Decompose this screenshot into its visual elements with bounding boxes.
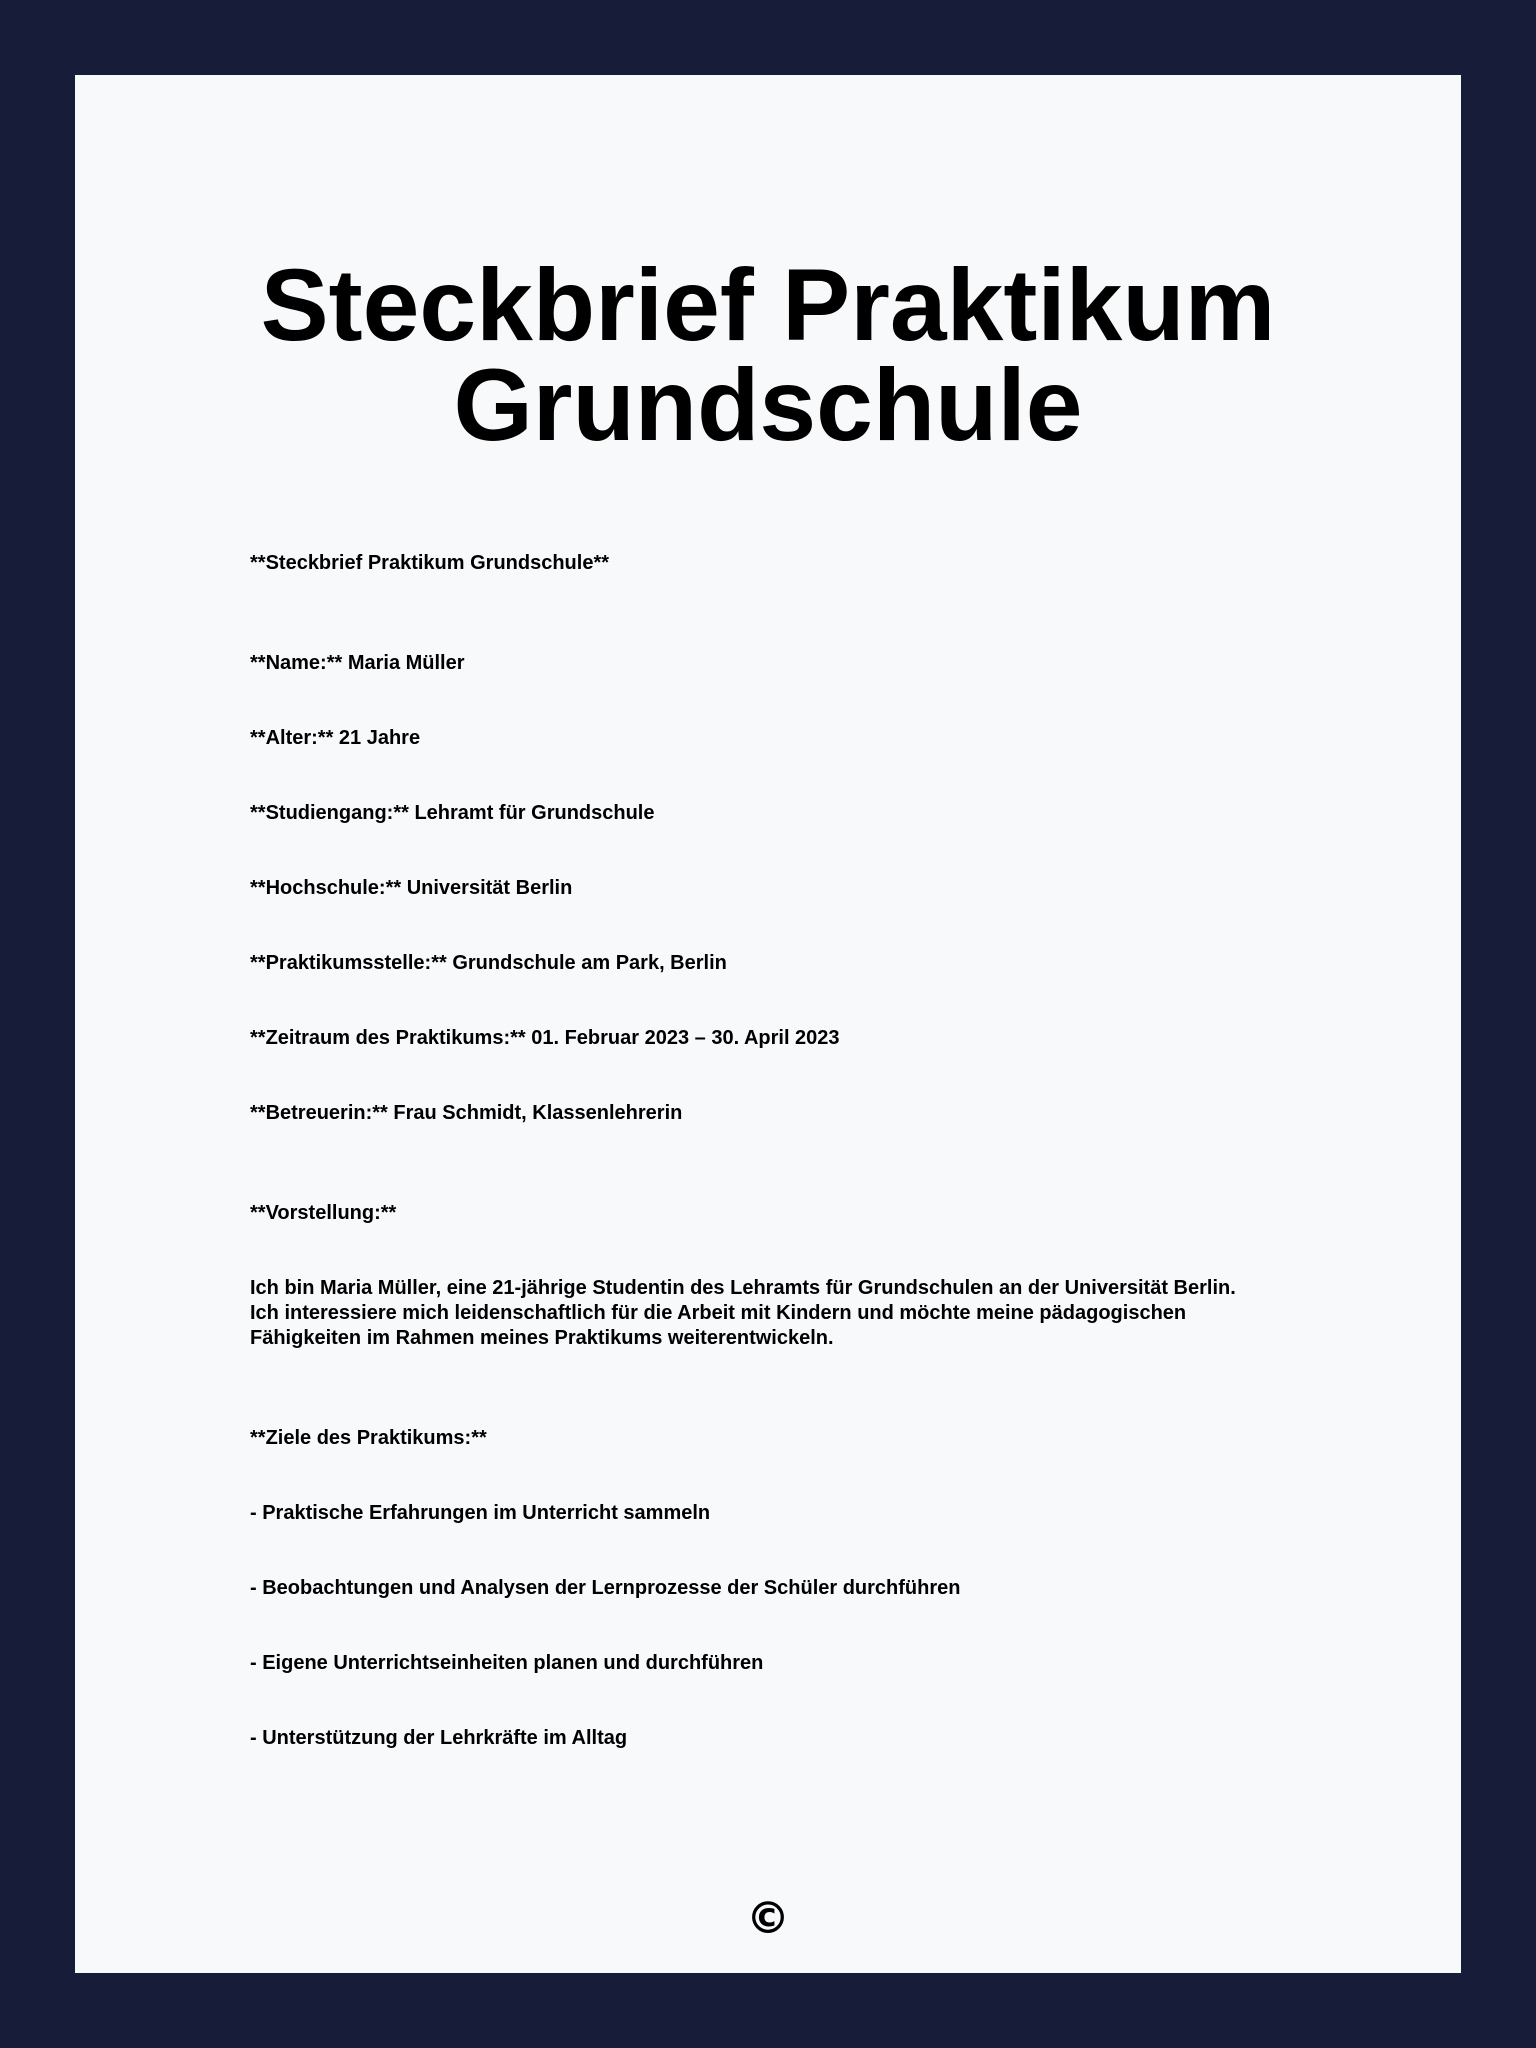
intro-paragraph bbox=[250, 1276, 1300, 1351]
goals-heading: **Ziele des Praktikums:** bbox=[250, 1427, 487, 1449]
field-university: **Hochschule:** Universität Berlin bbox=[250, 877, 573, 899]
intro-line-2: Ich interessiere mich leidenschaftlich für die Arbeit mit Kindern und möchte meine pädagogischen bbox=[250, 1302, 1187, 1324]
subheading: **Steckbrief Praktikum Grundschule** bbox=[250, 552, 610, 574]
intro-line-1: Ich bin Maria Müller, eine 21-jährige Studentin des Lehramts für Grundschulen an der Universität Berlin. bbox=[250, 1277, 1236, 1299]
field-supervisor: **Betreuerin:** Frau Schmidt, Klassenlehrerin bbox=[250, 1102, 683, 1124]
page-title-line-2: Grundschule bbox=[453, 348, 1083, 462]
copyright-icon: © bbox=[746, 1893, 790, 1944]
field-period: **Zeitraum des Praktikums:** 01. Februar 2023 – 30. April 2023 bbox=[250, 1027, 840, 1049]
goal-item-4: - Unterstützung der Lehrkräfte im Alltag bbox=[250, 1727, 628, 1749]
goal-item-2: - Beobachtungen und Analysen der Lernprozesse der Schüler durchführen bbox=[250, 1577, 961, 1599]
goal-item-1: - Praktische Erfahrungen im Unterricht sammeln bbox=[250, 1502, 711, 1524]
goal-item-3: - Eigene Unterrichtseinheiten planen und durchführen bbox=[250, 1652, 764, 1674]
page-title-line-1: Steckbrief Praktikum bbox=[260, 248, 1276, 362]
page-title bbox=[75, 248, 1461, 462]
intro-heading: **Vorstellung:** bbox=[250, 1202, 397, 1224]
field-name: **Name:** Maria Müller bbox=[250, 652, 465, 674]
field-study-program: **Studiengang:** Lehramt für Grundschule bbox=[250, 802, 655, 824]
field-age: **Alter:** 21 Jahre bbox=[250, 727, 421, 749]
document-page bbox=[75, 75, 1461, 1973]
intro-line-3: Fähigkeiten im Rahmen meines Praktikums weiterentwickeln. bbox=[250, 1327, 834, 1349]
field-internship-site: **Praktikumsstelle:** Grundschule am Park, Berlin bbox=[250, 952, 727, 974]
